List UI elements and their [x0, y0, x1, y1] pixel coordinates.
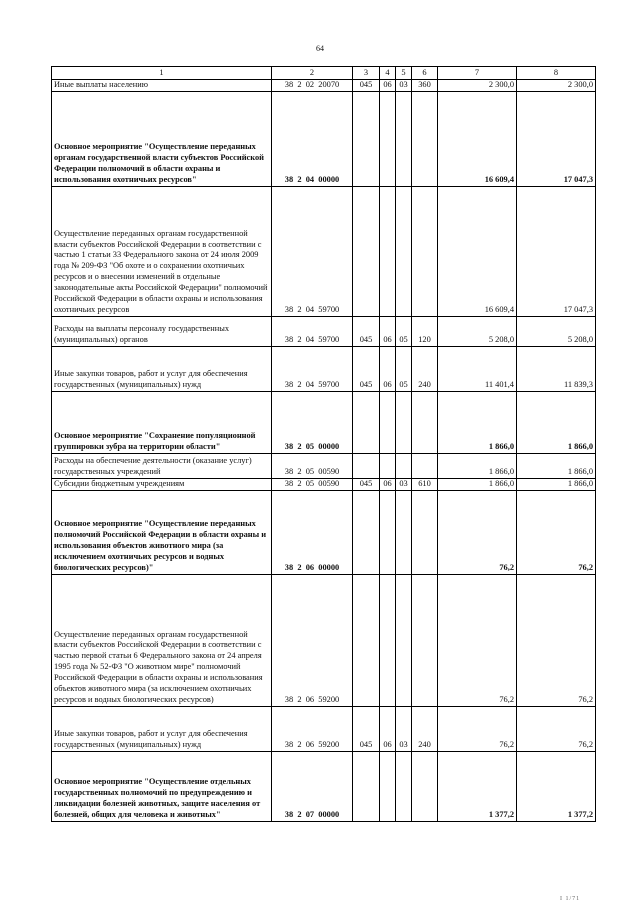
expense-type-code — [412, 92, 438, 187]
target-article-code: 38 2 05 00590 — [272, 454, 353, 479]
table-row — [52, 317, 596, 347]
target-article-code: 38 2 05 00590 — [272, 479, 353, 491]
target-article-code: 38 2 04 59700 — [272, 187, 353, 317]
amount-col-8: 1 866,0 — [517, 479, 596, 491]
amount-col-8: 11 839,3 — [517, 347, 596, 392]
subsection-code — [396, 454, 412, 479]
amount-col-7: 76,2 — [438, 491, 517, 575]
table-row — [52, 187, 596, 317]
table-row — [52, 80, 596, 92]
amount-col-7: 11 401,4 — [438, 347, 517, 392]
header-cell: 6 — [412, 67, 438, 80]
amount-col-8: 2 300,0 — [517, 80, 596, 92]
table-row — [52, 707, 596, 752]
table-row — [52, 575, 596, 707]
subsection-code — [396, 187, 412, 317]
page-number: 64 — [316, 44, 324, 53]
header-cell: 3 — [353, 67, 380, 80]
table-row — [52, 392, 596, 454]
target-article-code: 38 2 06 59200 — [272, 575, 353, 707]
amount-col-7: 76,2 — [438, 575, 517, 707]
item-name: Осуществление переданных органам государственной власти субъектов Российской Федерации в соответствии с частью 1 статьи 33 Федерального закона от 24 июля 2009 года № 209-ФЗ "Об охоте и о сохранении охотничьих ресурсов и о внесении изменений в отдельные законодательные акты Российской Федерации" полномочий Российской Федерации в области охраны и использования охотничьих ресурсов — [52, 187, 272, 317]
amount-col-7: 5 208,0 — [438, 317, 517, 347]
subsection-code: 03 — [396, 479, 412, 491]
table-header-row — [52, 67, 596, 80]
item-name: Иные выплаты населению — [52, 80, 272, 92]
amount-col-8: 1 866,0 — [517, 392, 596, 454]
item-name: Иные закупки товаров, работ и услуг для обеспечения государственных (муниципальных) нужд — [52, 707, 272, 752]
target-article-code: 38 2 04 00000 — [272, 92, 353, 187]
section-code — [380, 575, 396, 707]
ministry-code — [353, 575, 380, 707]
header-cell: 1 — [52, 67, 272, 80]
subsection-code — [396, 491, 412, 575]
header-cell: 8 — [517, 67, 596, 80]
ministry-code: 045 — [353, 479, 380, 491]
item-name: Иные закупки товаров, работ и услуг для обеспечения государственных (муниципальных) нужд — [52, 347, 272, 392]
header-cell: 5 — [396, 67, 412, 80]
amount-col-8: 17 047,3 — [517, 187, 596, 317]
ministry-code — [353, 491, 380, 575]
amount-col-7: 1 866,0 — [438, 454, 517, 479]
header-cell: 7 — [438, 67, 517, 80]
section-code — [380, 752, 396, 822]
target-article-code: 38 2 07 00000 — [272, 752, 353, 822]
expense-type-code — [412, 392, 438, 454]
item-name: Основное мероприятие "Осуществление переданных полномочий Российской Федерации в области охраны и использования объектов животного мира (за исключением охотничьих ресурсов и водных биологических ресурсов)" — [52, 491, 272, 575]
section-code — [380, 392, 396, 454]
section-code: 06 — [380, 347, 396, 392]
expense-type-code — [412, 491, 438, 575]
expense-type-code — [412, 752, 438, 822]
table-row — [52, 347, 596, 392]
item-name: Осуществление переданных органам государственной власти субъектов Российской Федерации в соответствии с частью первой статьи 6 Федерального закона от 24 апреля 1995 года № 52-ФЗ "О животном мире" полномочий Российской Федерации в области охраны и использования объектов животного мира (за исключением охотничьих ресурсов и водных биологических ресурсов) — [52, 575, 272, 707]
item-name: Основное мероприятие "Осуществление отдельных государственных полномочий по предупреждению и ликвидации болезней животных, защите населения от болезней, общих для человека и животных" — [52, 752, 272, 822]
amount-col-7: 16 609,4 — [438, 92, 517, 187]
item-name: Расходы на обеспечение деятельности (оказание услуг) государственных учреждений — [52, 454, 272, 479]
amount-col-7: 76,2 — [438, 707, 517, 752]
section-code: 06 — [380, 317, 396, 347]
target-article-code: 38 2 06 00000 — [272, 491, 353, 575]
expense-type-code: 240 — [412, 707, 438, 752]
ministry-code — [353, 92, 380, 187]
subsection-code — [396, 392, 412, 454]
ministry-code — [353, 187, 380, 317]
section-code — [380, 491, 396, 575]
amount-col-8: 76,2 — [517, 575, 596, 707]
footer-mark: I 1/71 — [560, 896, 581, 902]
subsection-code: 03 — [396, 707, 412, 752]
amount-col-7: 1 377,2 — [438, 752, 517, 822]
amount-col-8: 1 377,2 — [517, 752, 596, 822]
amount-col-8: 1 866,0 — [517, 454, 596, 479]
expense-type-code — [412, 575, 438, 707]
subsection-code — [396, 92, 412, 187]
section-code — [380, 92, 396, 187]
subsection-code: 05 — [396, 317, 412, 347]
expense-type-code: 610 — [412, 479, 438, 491]
ministry-code: 045 — [353, 707, 380, 752]
table-row — [52, 92, 596, 187]
target-article-code: 38 2 06 59200 — [272, 707, 353, 752]
expense-type-code — [412, 454, 438, 479]
subsection-code — [396, 752, 412, 822]
amount-col-7: 1 866,0 — [438, 479, 517, 491]
subsection-code: 03 — [396, 80, 412, 92]
header-cell: 2 — [272, 67, 353, 80]
section-code — [380, 454, 396, 479]
budget-table — [51, 66, 596, 822]
item-name: Расходы на выплаты персоналу государственных (муниципальных) органов — [52, 317, 272, 347]
expense-type-code: 360 — [412, 80, 438, 92]
amount-col-7: 16 609,4 — [438, 187, 517, 317]
item-name: Основное мероприятие "Сохранение популяционной группировки зубра на территории области" — [52, 392, 272, 454]
subsection-code: 05 — [396, 347, 412, 392]
expense-type-code: 240 — [412, 347, 438, 392]
section-code: 06 — [380, 707, 396, 752]
amount-col-8: 76,2 — [517, 707, 596, 752]
table-row — [52, 479, 596, 491]
section-code: 06 — [380, 80, 396, 92]
table-row — [52, 454, 596, 479]
ministry-code — [353, 752, 380, 822]
expense-type-code: 120 — [412, 317, 438, 347]
ministry-code: 045 — [353, 80, 380, 92]
amount-col-8: 17 047,3 — [517, 92, 596, 187]
target-article-code: 38 2 02 20070 — [272, 80, 353, 92]
item-name: Субсидии бюджетным учреждениям — [52, 479, 272, 491]
expense-type-code — [412, 187, 438, 317]
section-code — [380, 187, 396, 317]
ministry-code: 045 — [353, 347, 380, 392]
amount-col-8: 76,2 — [517, 491, 596, 575]
target-article-code: 38 2 04 59700 — [272, 347, 353, 392]
target-article-code: 38 2 04 59700 — [272, 317, 353, 347]
amount-col-8: 5 208,0 — [517, 317, 596, 347]
ministry-code — [353, 392, 380, 454]
table-row — [52, 491, 596, 575]
header-cell: 4 — [380, 67, 396, 80]
section-code: 06 — [380, 479, 396, 491]
table-row — [52, 752, 596, 822]
subsection-code — [396, 575, 412, 707]
ministry-code: 045 — [353, 317, 380, 347]
amount-col-7: 1 866,0 — [438, 392, 517, 454]
amount-col-7: 2 300,0 — [438, 80, 517, 92]
item-name: Основное мероприятие "Осуществление переданных органам государственной власти субъектов Российской Федерации полномочий в области охраны и использования охотничьих ресурсов" — [52, 92, 272, 187]
target-article-code: 38 2 05 00000 — [272, 392, 353, 454]
ministry-code — [353, 454, 380, 479]
